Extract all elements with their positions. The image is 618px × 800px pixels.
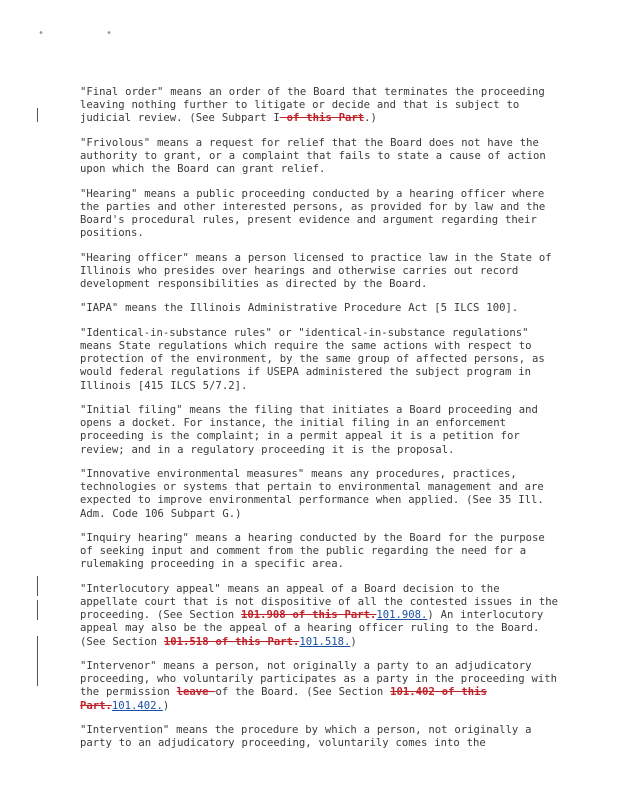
paragraph-text: "Initial filing" means the filing that initiates a Board proceeding and opens a docket. For instance, the initial filing in an enforcement proceeding is the complaint; in a permit appeal it is a petition for review; and in a regulatory proceeding it is the proposal. (80, 403, 538, 456)
definition-inquiry-hearing (80, 532, 560, 572)
inserted-text: 101.908. (376, 609, 428, 622)
definition-innovative (80, 468, 560, 521)
deleted-text: 101.402 of this Part. (80, 686, 487, 712)
definition-iapa (80, 302, 560, 315)
revision-bar (37, 576, 38, 596)
paragraph-text: .) (364, 112, 377, 125)
page-corner-marks: • • (38, 28, 141, 39)
inserted-text: 101.518. (299, 635, 351, 648)
definition-hearing (80, 188, 560, 241)
revision-bar (37, 108, 38, 122)
revision-bar (37, 600, 38, 620)
revision-bar (37, 636, 38, 686)
deleted-text: leave (176, 686, 216, 699)
paragraph-text: ) (350, 635, 357, 648)
paragraph-text: "Innovative environmental measures" means any procedures, practices, technologies or systems that pertain to environmental management and are expected to improve environmental performance when applied. (See 35 Ill. Adm. Code 106 Subpart G.) (80, 467, 544, 520)
definition-interlocutory-appeal (80, 583, 560, 649)
deleted-text: 101.908 of this Part. (240, 609, 377, 622)
paragraph-text: "Frivolous" means a request for relief that the Board does not have the authority to grant, or a complaint that fails to state a cause of action upon which the Board can grant relief. (80, 136, 546, 176)
inserted-text: 101.402. (111, 699, 163, 712)
definition-intervenor (80, 660, 560, 713)
paragraph-text: ) (162, 699, 170, 712)
paragraph-text: "Inquiry hearing" means a hearing conducted by the Board for the purpose of seeking input and comment from the public regarding the need for a rulemaking proceeding in a specific area. (80, 531, 545, 571)
paragraph-text: "Identical-in-substance rules" or "identical-in-substance regulations" means State regulations which require the same actions with respect to protection of the environment, by the same group of affected persons, as would federal regulations if USEPA administered the subject program in Illinois [415 ILCS 5/7.2]. (80, 326, 545, 392)
paragraph-text: "Interlocutory appeal" means an appeal of a Board decision to the appellate court that is not dispositive of all the contested issues in the proceeding. (See Section (80, 582, 558, 622)
definition-identical-in-substance (80, 327, 560, 393)
definition-frivolous (80, 137, 560, 177)
paragraph-text: "Final order" means an order of the Board that terminates the proceeding leaving nothing further to litigate or decide and that is subject to judicial review. (See Subpart I (80, 86, 545, 125)
paragraph-text: "Hearing" means a public proceeding conducted by a hearing officer where the parties and other interested persons, as provided for by law and the Board's procedural rules, present evidence and argument regarding their positions. (80, 187, 546, 240)
deleted-text: 101.518 of this Part. (163, 635, 300, 648)
definition-final-order (80, 86, 560, 126)
paragraph-text: "Intervention" means the procedure by which a person, not originally a party to an adjudicatory proceeding, voluntarily comes into the (80, 723, 532, 750)
deleted-text: of this Part (279, 112, 365, 125)
document-body (80, 86, 560, 762)
paragraph-text: "IAPA" means the Illinois Administrative Procedure Act [5 ILCS 100]. (80, 302, 519, 315)
paragraph-text: of the Board. (See Section (215, 686, 391, 699)
definition-intervention (80, 724, 560, 750)
paragraph-text: ) An interlocutory appeal may also be the appeal of a hearing officer ruling to the Board. (See Section (80, 609, 544, 648)
definition-hearing-officer (80, 252, 560, 292)
definition-initial-filing (80, 404, 560, 457)
paragraph-text: "Hearing officer" means a person licensed to practice law in the State of Illinois who presides over hearings and otherwise carries out record development responsibilities as directed by the Board. (80, 251, 552, 290)
paragraph-text: "Intervenor" means a person, not originally a party to an adjudicatory proceeding, who voluntarily participates as a party in the proceeding with the permission (80, 659, 557, 699)
